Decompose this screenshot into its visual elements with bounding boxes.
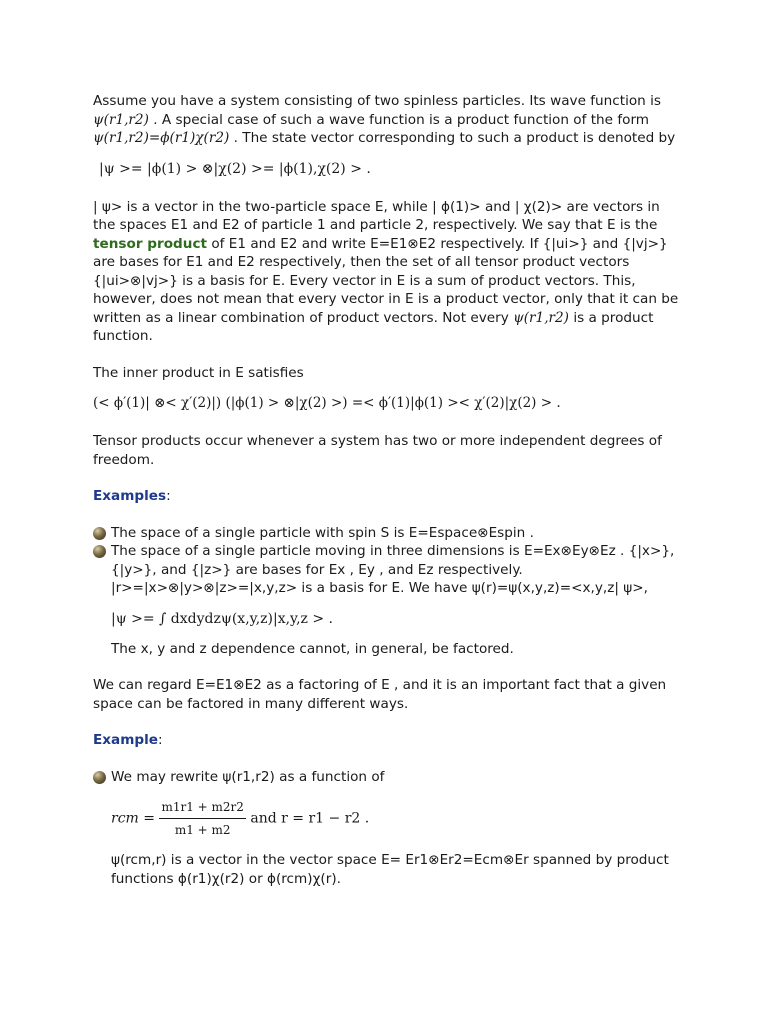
bullet-icon <box>93 527 106 540</box>
equation-position-basis: |ψ >= ∫ dxdydzψ(x,y,z)|x,y,z > . <box>111 610 334 627</box>
intro-line-1: Assume you have a system consisting of two spinless particles. Its wave function is <box>93 93 661 109</box>
paragraph-factoring: We can regard E=E1⊗E2 as a factoring of E , and it is an important fact that a given space can be factored in many different ways. <box>93 677 667 712</box>
list-item: The space of a single particle moving in three dimensions is E=Ex⊗Ey⊗Ez . {|x>}, {|y>}, and {|z>} are bases for Ex , Ey , and Ez respectively. |r>=|x>⊗|y>⊗|z>=|x,y,z> is a basis for E. We have ψ(r)=ψ(x,y,z)=<x,y,z| ψ>, <box>93 542 683 598</box>
list-item: We may rewrite ψ(r1,r2) as a function of <box>93 768 683 787</box>
equation-inner-product: (< ϕ′(1)| ⊗< χ′(2)|) (|ϕ(1) > ⊗|χ(2) >) =< ϕ′(1)|ϕ(1) >< χ′(2)|χ(2) > . <box>93 395 561 411</box>
fraction: $\frac{m1r1 + m2r2}{m1 + m2}$ <box>159 796 245 841</box>
wavefunction-symbol: ψ(r1,r2) <box>93 111 149 128</box>
list-item: The space of a single particle with spin S is E=Espace⊗Espin . <box>93 524 683 543</box>
inner-product-label: The inner product in E satisfies <box>93 364 304 381</box>
document-body <box>93 92 683 888</box>
examples-heading: Examples: <box>93 488 171 504</box>
paragraph-degrees-of-freedom: Tensor products occur whenever a system has two or more independent degrees of freedom. <box>93 433 662 468</box>
equation-center-of-mass: rcm = $\frac{m1r1 + m2r2}{m1 + m2}$ and r = r1 − r2 . <box>93 796 683 841</box>
vector-space-note: ψ(rcm,r) is a vector in the vector space E= Er1⊗Er2=Ecm⊗Er spanned by product functions ϕ(r1)χ(r2) or ϕ(rcm)χ(r). <box>111 852 669 887</box>
product-function-symbol: ψ(r1,r2)=ϕ(r1)χ(r2) <box>93 130 230 146</box>
intro-line-3: ψ(r1,r2)=ϕ(r1)χ(r2) . The state vector corresponding to such a product is denoted by <box>93 130 676 146</box>
tensor-product-term: tensor product <box>93 235 208 252</box>
equation-state-vector: |ψ >= |ϕ(1) > ⊗|χ(2) >= |ϕ(1),χ(2) > . <box>99 160 371 177</box>
bullet-icon <box>93 771 106 784</box>
example-heading: Example: <box>93 732 163 748</box>
dependence-note: The x, y and z dependence cannot, in general, be factored. <box>111 640 514 657</box>
bullet-icon <box>93 545 106 558</box>
paragraph-tensor-product: | ψ> is a vector in the two-particle space E, while | ϕ(1)> and | χ(2)> are vectors in the spaces E1 and E2 of particle 1 and particle 2, respectively. We say that E is the tensor product of E1 and E2 and write E=E1⊗E2 respectively. If {|ui>} and {|vj>} are bases for E1 and E2 respectively, then the set of all tensor product vectors {|ui>⊗|vj>} is a basis for E. Every vector in E is a sum of product vectors. This, however, does not mean that every vector in E is a product vector, only that it can be written as a linear combination of product vectors. Not every ψ(r1,r2) is a product function. <box>93 198 679 344</box>
intro-line-2: ψ(r1,r2) . A special case of such a wave function is a product function of the form <box>93 111 650 128</box>
